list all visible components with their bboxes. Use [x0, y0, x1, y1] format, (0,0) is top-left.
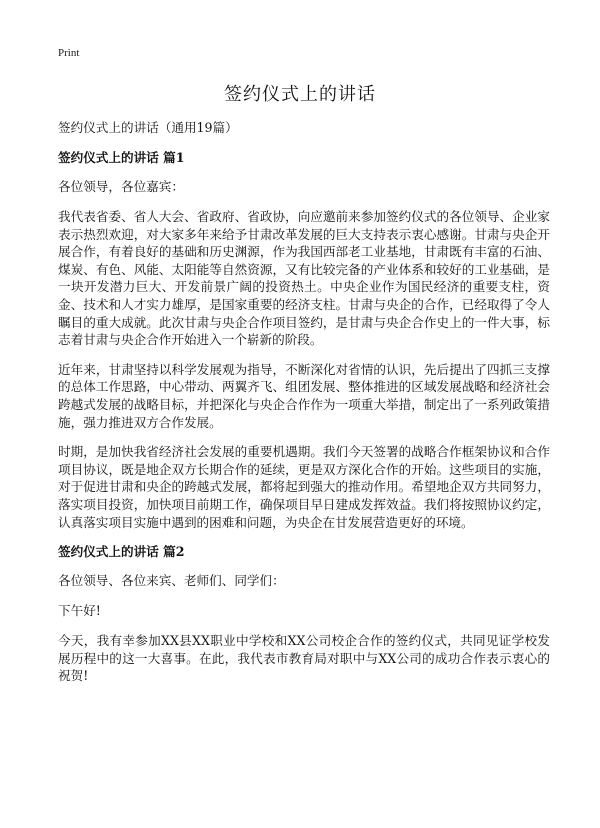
paragraph-1-3: 时期，是加快我省经济社会发展的重要机遇期。我们今天签署的战略合作框架协议和合作项目协议，既是地企双方长期合作的延续，更是双方深化合作的开始。这些项目的实施，对于促进甘肃和央企的跨越式发展，都将起到强大的推动作用。希望地企双方共同努力，落实项目投资，加快项目前期工作，确保项目早日建成发挥效益。我们将按照协议约定，认真落实项目实施中遇到的困难和问题，为央企在甘发展营造更好的环境。	[58, 444, 550, 530]
section-heading-1: 签约仪式上的讲话 篇1	[58, 150, 185, 165]
paragraph-1-2: 近年来，甘肃坚持以科学发展观为指导，不断深化对省情的认识，先后提出了四抓三支撑的总体工作思路，中心带动、两翼齐飞、组团发展、整体推进的区域发展战略和经济社会跨越式发展的战略目标，并把深化与央企合作作为一项重大举措，制定出了一系列政策措施，强力推进双方合作发展。	[58, 361, 550, 430]
greeting-2: 各位领导、各位来宾、老师们、同学们：	[58, 573, 285, 589]
page-title: 签约仪式上的讲话	[224, 84, 376, 105]
greeting-2-afternoon: 下午好!	[58, 603, 101, 619]
section-heading-2: 签约仪式上的讲话 篇2	[58, 544, 185, 560]
paragraph-2-1: 今天，我有幸参加XX县XX职业中学校和XX公司校企合作的签约仪式，共同见证学校发展历程中的这一大喜事。在此，我代表市教育局对职中与XX公司的成功合作表示衷心的祝贺!	[58, 633, 550, 684]
paragraph-1-1: 我代表省委、省人大会、省政府、省政协，向应邀前来参加签约仪式的各位领导、企业家表示热烈欢迎，对大家多年来给予甘肃改革发展的巨大支持表示衷心感谢。甘肃与央企开展合作，有着良好的基础和历史渊源，作为我国西部老工业基地，甘肃既有丰富的石油、煤炭、有色、风能、太阳能等自然资源，又有比较完备的产业体系和较好的工业基础，是一块开发潜力巨大、开发前景广阔的投资热土。中央企业作为国民经济的重要支柱，资金、技术和人才实力雄厚，是国家重要的经济支柱。甘肃与央企的合作，已经取得了令人瞩目的重大成就。此次甘肃与央企合作项目签约，是甘肃与央企合作史上的一件大事，标志着甘肃与央企合作开始进入一个崭新的阶段。	[58, 209, 550, 348]
document-body	[58, 119, 550, 697]
document-subtitle: 签约仪式上的讲话（通用19篇）	[58, 120, 238, 135]
print-label[interactable]: Print	[58, 47, 80, 59]
greeting-1: 各位领导，各位嘉宾：	[58, 179, 184, 194]
